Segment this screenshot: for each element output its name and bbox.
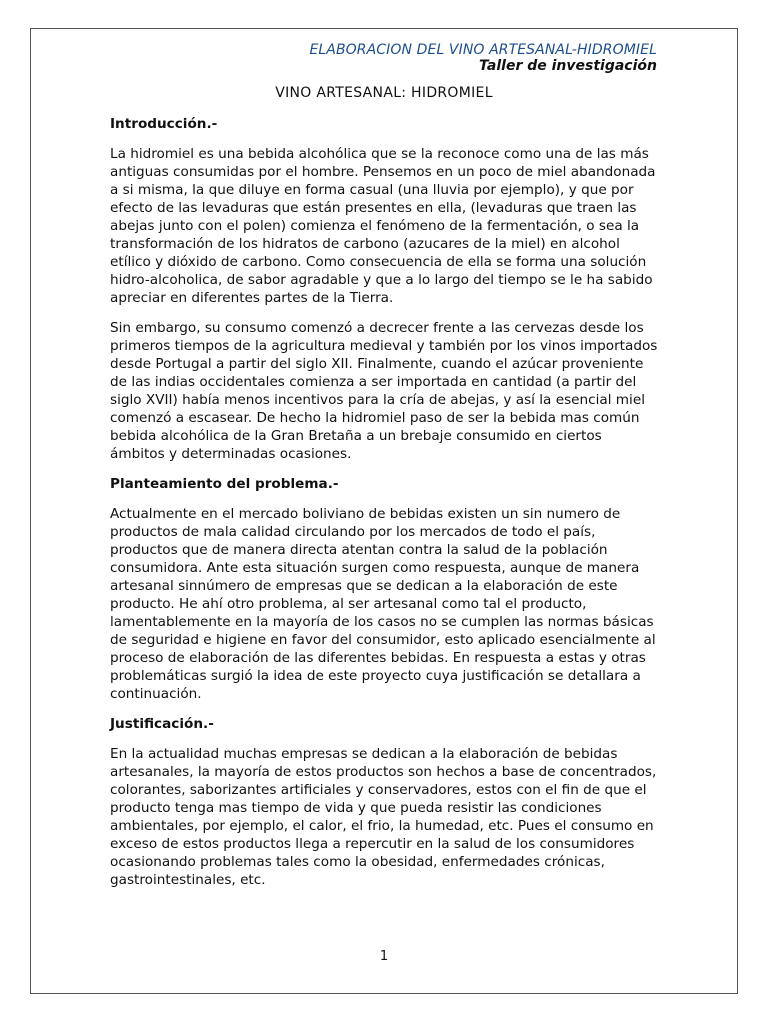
page-number: 1 (379, 949, 389, 964)
header-title: ELABORACION DEL VINO ARTESANAL-HIDROMIEL (309, 42, 657, 58)
paragraph: La hidromiel es una bebida alcohólica que se la reconoce como una de las más antiguas consumidas por el hombre. Pensemos en un poco de miel abandonada a si misma, la que diluye en forma casual (una lluvia por ejemplo), y que por efecto de las levaduras que están presentes en ella, (levaduras que traen las abejas junto con el polen) comienza el fenómeno de la fermentación, o sea la transformación de los hidratos de carbono (azucares de la miel) en alcohol etílico y dióxido de carbono. Como consecuencia de ella se forma una solución hidro-alcoholica, de sabor agradable y que a lo largo del tiempo se le ha sabido apreciar en diferentes partes de la Tierra. (110, 146, 656, 306)
paragraph: Sin embargo, su consumo comenzó a decrecer frente a las cervezas desde los primeros tiempos de la agricultura medieval y también por los vinos importados desde Portugal a partir del siglo XII. Finalmente, cuando el azúcar proveniente de las indias occidentales comienza a ser importada en cantidad (a partir del siglo XVII) había menos incentivos para la cría de abejas, y así la esencial miel comenzó a escasear. De hecho la hidromiel paso de ser la bebida mas común bebida alcohólica de la Gran Bretaña a un brebaje consumido en ciertos ámbitos y determinadas ocasiones. (110, 320, 658, 462)
document-title: VINO ARTESANAL: HIDROMIEL (275, 85, 493, 101)
section-heading-planteamiento: Planteamiento del problema.- (110, 476, 339, 492)
document-body (110, 115, 658, 901)
header-subtitle: Taller de investigación (479, 58, 657, 74)
paragraph: En la actualidad muchas empresas se dedican a la elaboración de bebidas artesanales, la mayoría de estos productos son hechos a base de concentrados, colorantes, saborizantes artificiales y conservadores, estos con el fin de que el producto tenga mas tiempo de vida y que pueda resistir las condiciones ambientales, por ejemplo, el calor, el frio, la humedad, etc. Pues el consumo en exceso de estos productos llega a repercutir en la salud de los consumidores ocasionando problemas tales como la obesidad, enfermedades crónicas, gastrointestinales, etc. (110, 746, 657, 888)
paragraph: Actualmente en el mercado boliviano de bebidas existen un sin numero de productos de mala calidad circulando por los mercados de todo el país, productos que de manera directa atentan contra la salud de la población consumidora. Ante esta situación surgen como respuesta, aunque de manera artesanal sinnúmero de empresas que se dedican a la elaboración de este producto. He ahí otro problema, al ser artesanal como tal el producto, lamentablemente en la mayoría de los casos no se cumplen las normas básicas de seguridad e higiene en favor del consumidor, esto aplicado esencialmente al proceso de elaboración de las diferentes bebidas. En respuesta a estas y otras problemáticas surgió la idea de este proyecto cuya justificación se detallara a continuación. (110, 506, 656, 702)
section-heading-justificacion: Justificación.- (110, 716, 214, 732)
section-heading-introduccion: Introducción.- (110, 116, 218, 132)
